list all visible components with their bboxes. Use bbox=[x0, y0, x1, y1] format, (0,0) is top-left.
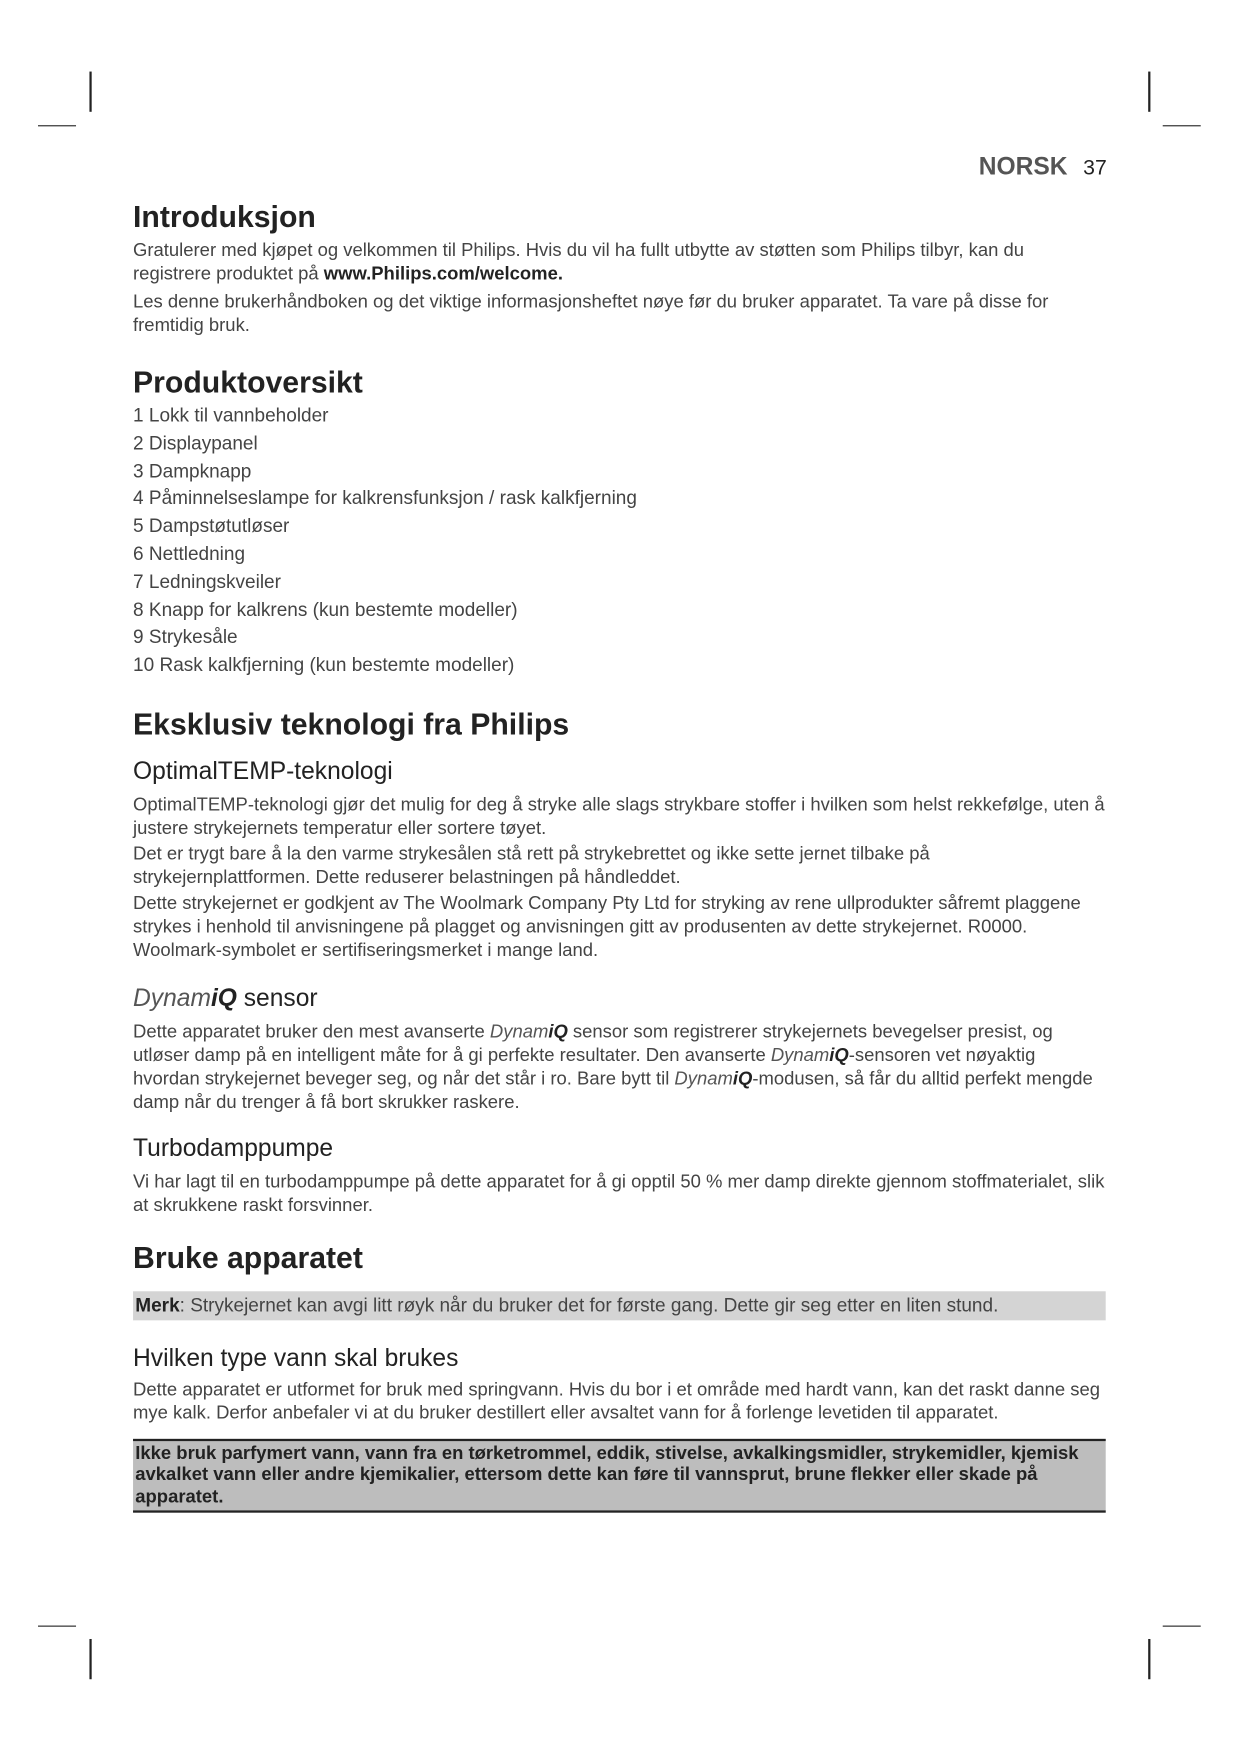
overview-heading: Produktoversikt bbox=[133, 365, 363, 400]
welcome-link[interactable]: www.Philips.com/welcome. bbox=[323, 263, 563, 284]
optimaltemp-text: OptimalTEMP-teknologi gjør det mulig for deg å stryke alle slags strykbare stoffer i hvilken som helst rekkefølge, uten å justere strykejernets temperatur eller sortere tøyet. bbox=[133, 794, 1105, 839]
water-text: Dette apparatet er utformet for bruk med springvann. Hvis du bor i et område med hardt vann, kan det raskt danne seg mye kalk. Derfor anbefaler vi at du bruker destillert eller avsaltet vann for å forlenge levetiden til apparatet. bbox=[133, 1379, 1100, 1424]
intro-text-2: Les denne brukerhåndboken og det viktige informasjonsheftet nøye før du bruker apparatet. Ta vare på disse for fremtidig bruk. bbox=[133, 291, 1049, 336]
turbo-text: Vi har lagt til en turbodamppumpe på dette apparatet for å gi opptil 50 % mer damp direkte gjennom stoffmaterialet, slik at skrukkene raskt forsvinner. bbox=[133, 1171, 1105, 1216]
tech-heading: Eksklusiv teknologi fra Philips bbox=[133, 707, 570, 742]
crop-mark bbox=[1148, 1639, 1150, 1679]
page-number: 37 bbox=[1083, 156, 1107, 180]
list-item: 8 Knapp for kalkrens (kun bestemte modeller) bbox=[133, 598, 518, 621]
language-label: NORSK bbox=[978, 152, 1068, 180]
overview-section bbox=[133, 364, 1106, 679]
crop-mark bbox=[1148, 72, 1150, 112]
dynamiq-text: Dette apparatet bruker den mest avanserte DynamiQ sensor som registrerer strykejernets bevegelser presist, og utløser damp på en intelligent måte for å gi perfekte resultater. Den avanserte DynamiQ-sensoren vet nøyaktig hvordan strykejernet beveger seg, og når det står i ro. Bare bytt til DynamiQ-modusen, så får du alltid perfekt mengde damp når du trenger å få bort skrukker raskere. bbox=[133, 1021, 1093, 1113]
list-item: 5 Dampstøtutløser bbox=[133, 515, 290, 537]
water-heading: Hvilken type vann skal brukes bbox=[133, 1343, 459, 1372]
crop-mark bbox=[38, 1626, 76, 1627]
optimaltemp-text-2: Det er trygt bare å la den varme strykesålen stå rett på strykebrettet og ikke sette jernet tilbake på strykejernplattformen. Dette reduserer belastningen på håndleddet. bbox=[133, 844, 930, 888]
turbo-section bbox=[133, 1132, 1106, 1217]
list-item: 2 Displaypanel bbox=[133, 432, 258, 454]
tech-section bbox=[133, 707, 1106, 963]
crop-mark bbox=[1163, 1626, 1201, 1627]
list-item: 6 Nettledning bbox=[133, 543, 246, 565]
page-header bbox=[783, 152, 1107, 181]
note-box: Merk: Strykejernet kan avgi litt røyk når du bruker det for første gang. Dette gir seg etter en liten stund. bbox=[133, 1291, 1106, 1320]
warning-box: Ikke bruk parfymert vann, vann fra en tørketrommel, eddik, stivelse, avkalkingsmidler, strykemidler, kjemisk avkalket vann eller andre kjemikalier, ettersom dette kan føre til vannsprut, brune flekker eller skade på apparatet. bbox=[133, 1439, 1106, 1513]
list-item: 3 Dampknapp bbox=[133, 460, 252, 482]
woolmark-text: Dette strykejernet er godkjent av The Woolmark Company Pty Ltd for stryking av rene ullprodukter såfremt plaggene strykes i henhold til anvisningene på plagget og anvisningen gitt av produsenten av dette strykejernet. R0000. Woolmark-symbolet er sertifiseringsmerket i mange land. bbox=[133, 893, 1081, 961]
crop-mark bbox=[38, 125, 76, 126]
list-item: 10 Rask kalkfjerning (kun bestemte modeller) bbox=[133, 654, 515, 676]
page-body bbox=[133, 199, 1106, 1513]
intro-section bbox=[133, 199, 1106, 338]
turbo-heading: Turbodamppumpe bbox=[133, 1133, 334, 1162]
crop-mark bbox=[89, 1639, 91, 1679]
dynamiq-logo: DynamiQ bbox=[133, 983, 237, 1012]
intro-text: Gratulerer med kjøpet og velkommen til Philips. Hvis du vil ha fullt utbytte av støtten som Philips tilbyr, kan du registrere produktet på bbox=[133, 240, 1025, 284]
use-heading: Bruke apparatet bbox=[133, 1240, 363, 1275]
dynamiq-section bbox=[133, 983, 1106, 1115]
intro-heading: Introduksjon bbox=[133, 200, 316, 234]
optimaltemp-heading: OptimalTEMP-teknologi bbox=[133, 756, 393, 785]
crop-mark bbox=[1163, 125, 1201, 126]
dynamiq-heading: DynamiQ sensor bbox=[133, 983, 318, 1012]
list-item: 4 Påminnelseslampe for kalkrensfunksjon / rask kalkfjerning bbox=[133, 487, 637, 510]
list-item: 7 Ledningskveiler bbox=[133, 571, 281, 593]
list-item: 1 Lokk til vannbeholder bbox=[133, 404, 329, 426]
use-section bbox=[133, 1240, 1106, 1513]
list-item: 9 Strykesåle bbox=[133, 626, 238, 648]
crop-mark bbox=[89, 72, 91, 112]
